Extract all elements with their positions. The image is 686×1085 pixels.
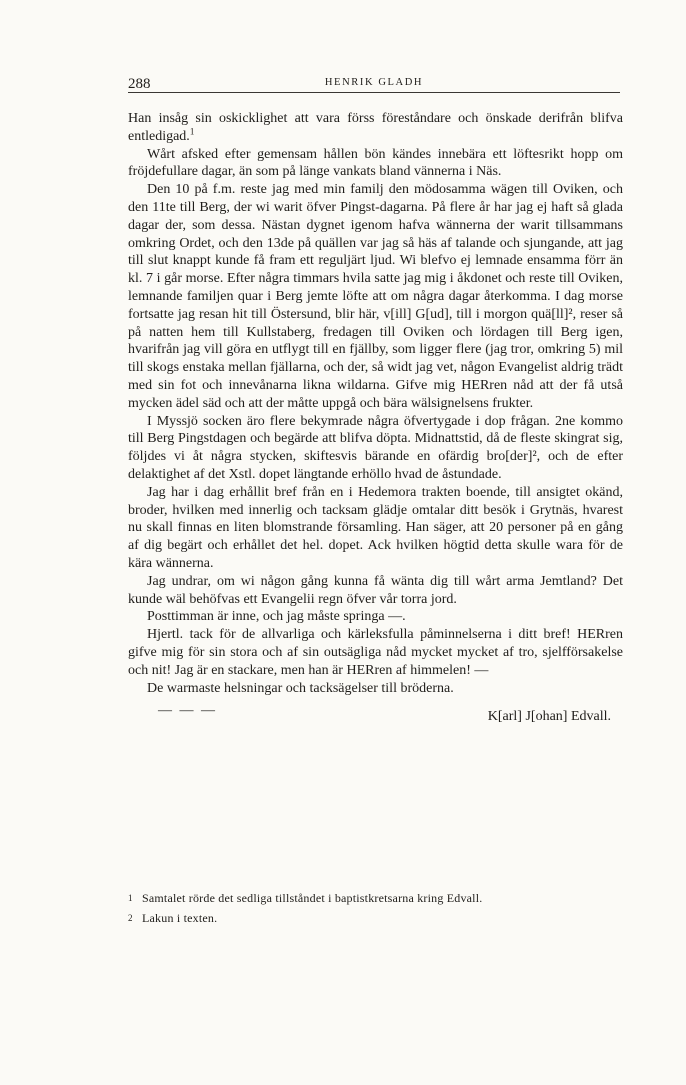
- paragraph-5: Jag har i dag erhållit bref från en i Hedemora trakten boende, till ansigtet okänd, broder, hvilken med innerlig och tacksam glädje omtalar ditt besök i Grytnäs, hvarest nu skall finnas en liten blomstrande församling. Han säger, att 20 personer på en gång af dig begärt och erhållet det hel. dopet. Ack hvilken högtid detta skulle wara för de kära wännerna.: [128, 484, 623, 571]
- paragraph-4: I Myssjö socken äro flere bekymrade några öfvertygade i dop frågan. 2ne kommo till Berg Pingstdagen och begärde att blifva döpta. Midnattstid, då de fleste skingrat sig, följdes vi åt några stycken, skiftesvis bärande en ofärdig bro[der]², och de efter delaktighet af det Xstl. dopet längtande erhöllo hvad de åstundade.: [128, 413, 623, 482]
- footnote-2: [128, 908, 628, 928]
- footnote-marker: 2: [128, 913, 133, 923]
- footnote-text: Lakun i texten.: [142, 911, 218, 925]
- paragraph-8: Hjertl. tack för de allvarliga och kärleksfulla påminnelserna i ditt bref! HERren gifve mig för sin stora och af sin outsägliga nåd mycket mycket af tro, sjelfförsakelse och nit! Jag är en stackare, men han är HERren af himmelen! —: [128, 627, 623, 678]
- running-title: HENRIK GLADH: [324, 77, 424, 88]
- signature: K[arl] J[ohan] Edvall.: [487, 709, 611, 725]
- letter-body: [128, 110, 623, 726]
- paragraph-3: Den 10 på f.m. reste jag med min familj den mödosamma wägen till Oviken, och den 11te till Berg, der wi warit öfver Pingst-dagarna. På flere år har jag ej haft så glada dagar der, som dessa. Nästan dygnet igenom hafva wännerna der warit tillsammans omkring Ordet, och den 13de på quällen var jag så häs af talande och sjungande, att jag till slut knappt kunde få fram ett reguljärt ljud. Wi blefvo ej lemnade ensamma förr än kl. 7 i går morse. Efter några timmars hvila satte jag mig i åkdonet och reste till Oviken, lemnande familjen quar i Berg jemte löfte att om några dagar återkomma. I dag morse fortsatte jag resan hit till Östersund, blir här, v[ill] G[ud], till i morgon quä[ll]², reser så på natten hem till Kullstaberg, fredagen till Oviken och lördagen till Berg igen, hvarifrån jag vill göra en utflygt till en fjällby, som ligger flere (jag tror, omkring 5) mil till skogs enstaka mellan fjällarna, och der, så widt jag vet, någon Evangelist aldrig trädt med sin fot och innevånarna likna wildarna. Gifve mig HERren nåd att der få utså mycken ädel säd och att der måtte uppgå och bära wälsignelsens frukter.: [128, 182, 623, 411]
- paragraph-2: Wårt afsked efter gemensam hållen bön kändes innebära ett löftesrikt hopp om fröjdefullare dagar, än som på länge vankats bland vännerna i Näs.: [128, 146, 623, 180]
- footnote-text: Samtalet rörde det sedliga tillståndet i baptistkretsarna kring Edvall.: [142, 891, 483, 905]
- footnote-marker: 1: [128, 893, 133, 903]
- paragraph-1: Han insåg sin oskicklighet att vara förss föreståndare och önskade derifrån blifva entledigad.$^1$: [128, 111, 623, 144]
- paragraph-7: Posttimman är inne, och jag måste springa —.: [147, 609, 406, 625]
- footnote-ref-1: 1: [189, 126, 195, 137]
- paragraph-9: De warmaste helsningar och tacksägelser till bröderna.: [147, 680, 454, 696]
- separator-dashes: — — —: [158, 703, 217, 719]
- page-number: 288: [128, 76, 151, 92]
- page-header: [128, 74, 620, 93]
- paragraph-6: Jag undrar, om wi någon gång kunna få wänta dig till wårt arma Jemtland? Det kunde wäl behöfvas ett Evangelii regn öfver vår torra jord.: [128, 573, 623, 607]
- footnote-1: [128, 888, 628, 908]
- footnotes: [128, 888, 628, 928]
